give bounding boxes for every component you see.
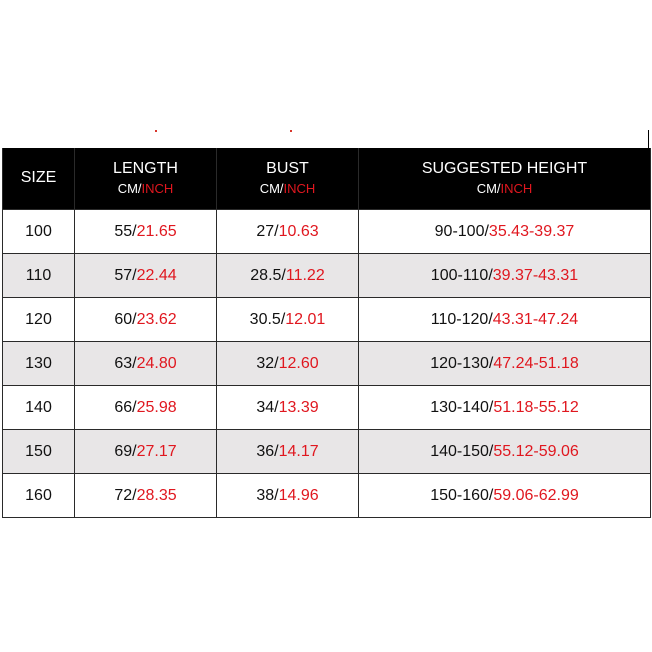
header-suggested-height: SUGGESTED HEIGHT CM/INCH — [359, 148, 651, 210]
bust-cell: 27/10.63 — [217, 210, 359, 254]
height-cell: 140-150/55.12-59.06 — [359, 430, 651, 474]
height-cell: 150-160/59.06-62.99 — [359, 474, 651, 518]
size-cell: 100 — [3, 210, 75, 254]
length-cell: 63/24.80 — [75, 342, 217, 386]
bust-cell: 28.5/11.22 — [217, 254, 359, 298]
bust-cell: 34/13.39 — [217, 386, 359, 430]
height-cell: 130-140/51.18-55.12 — [359, 386, 651, 430]
header-size: SIZE — [3, 148, 75, 210]
height-cell: 100-110/39.37-43.31 — [359, 254, 651, 298]
size-cell: 150 — [3, 430, 75, 474]
bust-cell: 36/14.17 — [217, 430, 359, 474]
size-cell: 130 — [3, 342, 75, 386]
table-row — [3, 342, 651, 386]
bust-cell: 38/14.96 — [217, 474, 359, 518]
header-length: LENGTH CM/INCH — [75, 148, 217, 210]
length-cell: 60/23.62 — [75, 298, 217, 342]
table-row — [3, 474, 651, 518]
decor-vertical-line — [648, 130, 649, 148]
bust-cell: 30.5/12.01 — [217, 298, 359, 342]
header-bust: BUST CM/INCH — [217, 148, 359, 210]
length-cell: 69/27.17 — [75, 430, 217, 474]
length-cell: 72/28.35 — [75, 474, 217, 518]
size-cell: 140 — [3, 386, 75, 430]
length-cell: 66/25.98 — [75, 386, 217, 430]
table-row — [3, 210, 651, 254]
length-cell: 57/22.44 — [75, 254, 217, 298]
decor-mark-left — [155, 130, 157, 132]
header-row — [3, 148, 651, 210]
size-chart-table — [2, 148, 651, 518]
height-cell: 90-100/35.43-39.37 — [359, 210, 651, 254]
height-cell: 120-130/47.24-51.18 — [359, 342, 651, 386]
length-cell: 55/21.65 — [75, 210, 217, 254]
height-cell: 110-120/43.31-47.24 — [359, 298, 651, 342]
table-row — [3, 254, 651, 298]
table-row — [3, 386, 651, 430]
size-cell: 160 — [3, 474, 75, 518]
table-row — [3, 298, 651, 342]
bust-cell: 32/12.60 — [217, 342, 359, 386]
size-cell: 110 — [3, 254, 75, 298]
decor-mark-right — [290, 130, 292, 132]
table-row — [3, 430, 651, 474]
size-cell: 120 — [3, 298, 75, 342]
